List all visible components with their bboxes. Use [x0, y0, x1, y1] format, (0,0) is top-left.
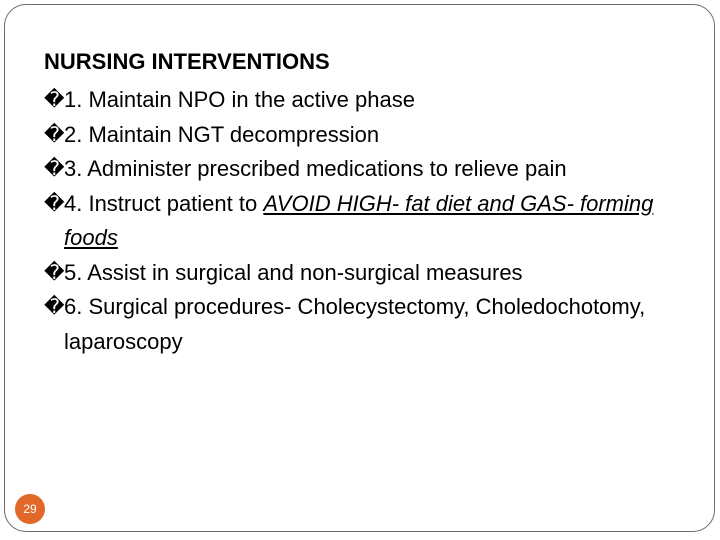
interventions-list: [44, 83, 684, 359]
list-item: [44, 290, 684, 359]
list-item: [44, 152, 684, 187]
list-item: [44, 83, 684, 118]
list-item: [44, 118, 684, 153]
list-item-text: 2. Maintain NGT decompression: [64, 121, 380, 147]
bullet-icon: �: [44, 192, 65, 215]
list-item-text: 5. Assist in surgical and non-surgical measures: [64, 259, 523, 285]
list-item-text: 1. Maintain NPO in the active phase: [64, 87, 415, 112]
list-item: [44, 256, 684, 291]
list-item-text: 3. Administer prescribed medications to relieve pain: [64, 156, 567, 181]
bullet-icon: �: [44, 158, 65, 180]
bullet-icon: �: [44, 296, 65, 318]
bullet-icon: �: [44, 123, 65, 146]
bullet-icon: �: [44, 261, 65, 284]
list-item-text: 6. Surgical procedures- Cholecystectomy, Choledochotomy, laparoscopy: [64, 294, 646, 354]
list-item-text: 4. Instruct patient to AVOID HIGH- fat diet and GAS- forming foods: [64, 190, 654, 250]
list-item: [44, 187, 684, 256]
page-number-badge: 29: [15, 494, 45, 524]
bullet-icon: �: [44, 89, 65, 111]
emphasized-text: AVOID HIGH- fat diet and GAS- forming foods: [64, 190, 654, 250]
slide-title: NURSING INTERVENTIONS: [44, 49, 330, 74]
